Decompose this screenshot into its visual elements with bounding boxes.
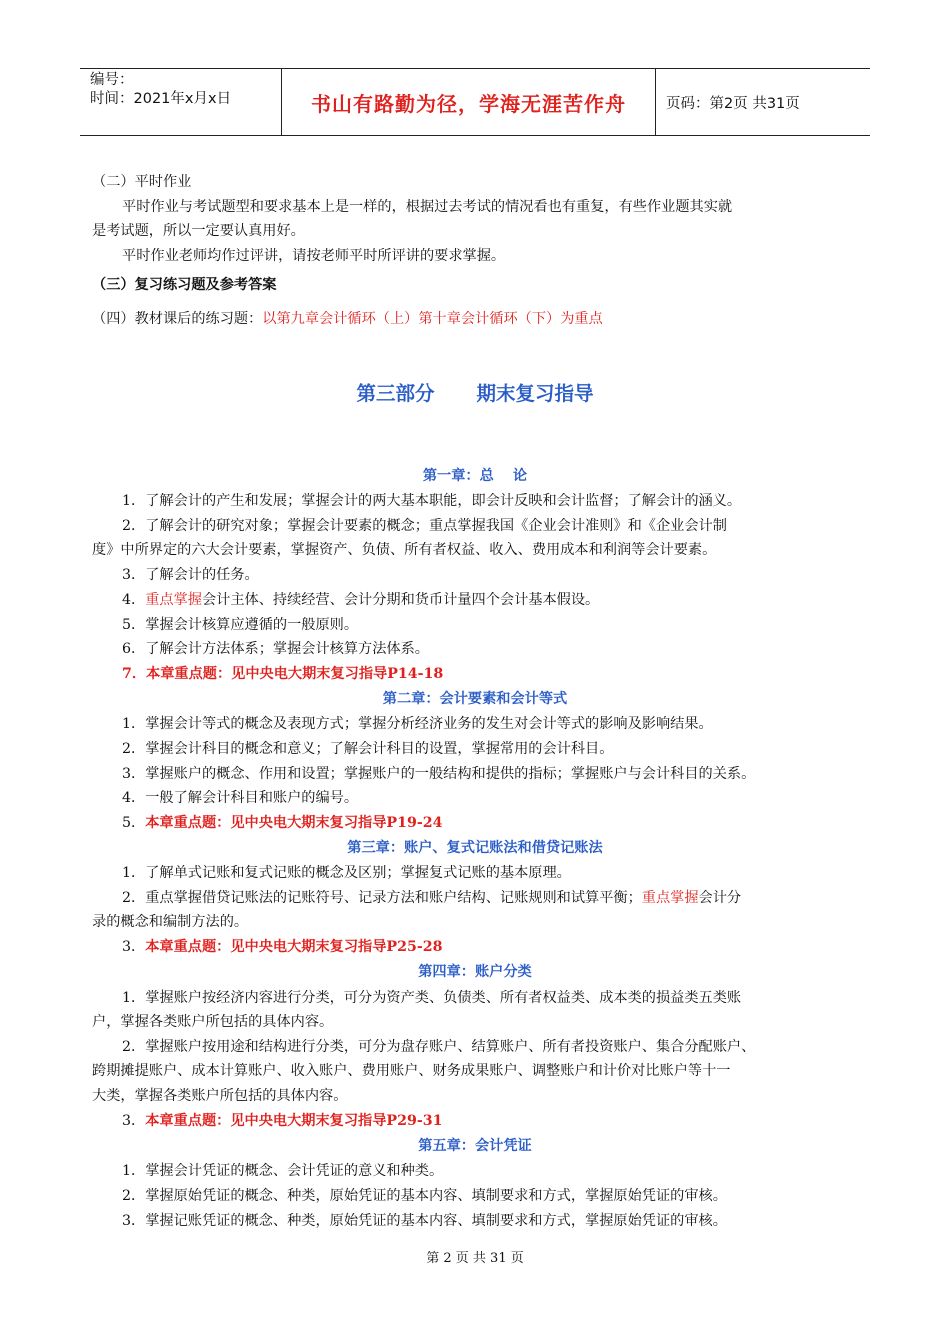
chapter-3-item-2-line1 (122, 889, 870, 907)
chapter-5-item-2: 2．掌握原始凭证的概念、种类，原始凭证的基本内容、填制要求和方式，掌握原始凭证的审核。 (122, 1188, 727, 1204)
chapter-2-item-4: 4．一般了解会计科目和账户的编号。 (122, 790, 359, 806)
chapter-4-item-2-line3: 大类，掌握各类账户所包括的具体内容。 (92, 1088, 348, 1104)
chapter-2-item-3: 3．掌握账户的概念、作用和设置；掌握账户的一般结构和提供的指标；掌握账户与会计科目的关系。 (122, 766, 756, 782)
section-2-title: （二）平时作业 (92, 174, 192, 190)
section-3-title: （三）复习练习题及参考答案 (92, 277, 277, 293)
part-3-subtitle: 期末复习指导 (476, 382, 594, 405)
chapter-3-item-2-line2: 录的概念和编制方法的。 (92, 914, 249, 930)
key-questions-text: 本章重点题：见中央电大期末复习指导P25-28 (145, 939, 443, 955)
doc-date-label: 时间：2021年x月x日 (90, 91, 232, 107)
chapter-1-item-4 (122, 591, 870, 609)
chapter-3-title: 第三章：账户、复式记账法和借贷记账法 (347, 840, 603, 856)
chapter-1-item-1: 1．了解会计的产生和发展；掌握会计的两大基本职能，即会计反映和会计监督；了解会计的涵义。 (122, 493, 742, 509)
header-page-info: 页码：第2页 共31页 (666, 95, 800, 112)
chapter-1-item-3: 3．了解会计的任务。 (122, 567, 259, 583)
item-number: 3． (122, 1113, 146, 1129)
doc-number-label: 编号： (90, 72, 134, 88)
chapter-5-item-3: 3．掌握记账凭证的概念、种类，原始凭证的基本内容、填制要求和方式，掌握原始凭证的审核。 (122, 1213, 727, 1229)
item-number: 4． (122, 592, 146, 608)
chapter-4-title: 第四章：账户分类 (418, 964, 532, 980)
item-number: 5． (122, 815, 146, 831)
chapter-5-title: 第五章：会计凭证 (418, 1138, 532, 1154)
chapter-1-item-2-line1: 2．了解会计的研究对象；掌握会计要素的概念；重点掌握我国《企业会计准则》和《企业会计制 (122, 518, 727, 534)
section-2-para2: 平时作业老师均作过评讲，请按老师平时所评讲的要求掌握。 (122, 248, 506, 264)
chapter-2-key-questions (122, 814, 870, 832)
emphasis-text: 重点掌握 (641, 890, 699, 906)
item-text: 2．重点掌握借贷记账法的记账符号、记录方法和账户结构、记账规则和试算平衡； (122, 890, 642, 906)
chapter-1-title: 第一章：总 论 (422, 468, 528, 484)
chapter-5-item-1: 1．掌握会计凭证的概念、会计凭证的意义和种类。 (122, 1163, 444, 1179)
key-questions-text: 本章重点题：见中央电大期末复习指导P29-31 (145, 1113, 443, 1129)
part-3-title (0, 378, 950, 406)
section-2-para1-line1: 平时作业与考试题型和要求基本上是一样的，根据过去考试的情况看也有重复，有些作业题其实就 (122, 199, 733, 215)
chapter-4-item-2-line1: 2．掌握账户按用途和结构进行分类，可分为盘存账户、结算账户、所有者投资账户、集合分配账户、 (122, 1039, 756, 1055)
item-number: 3． (122, 939, 146, 955)
item-text: 会计主体、持续经营、会计分期和货币计量四个会计基本假设。 (201, 592, 600, 608)
chapter-4-item-1-line1: 1．掌握账户按经济内容进行分类，可分为资产类、负债类、所有者权益类、成本类的损益类五类账 (122, 990, 742, 1006)
section-4-line (92, 310, 870, 328)
section-4-emphasis: 以第九章会计循环（上）第十章会计循环（下）为重点 (262, 311, 603, 327)
header-motto: 书山有路勤为径，学海无涯苦作舟 (282, 69, 656, 135)
chapter-3-item-1: 1．了解单式记账和复式记账的概念及区别；掌握复式记账的基本原理。 (122, 865, 571, 881)
key-questions-text: 本章重点题：见中央电大期末复习指导P19-24 (145, 815, 443, 831)
page-footer: 第 2 页 共 31 页 (426, 1251, 524, 1266)
part-3-label: 第三部分 (356, 382, 435, 405)
chapter-4-item-1-line2: 户，掌握各类账户所包括的具体内容。 (92, 1014, 334, 1030)
chapter-4-key-questions (122, 1112, 870, 1130)
chapter-1-item-5: 5．掌握会计核算应遵循的一般原则。 (122, 617, 359, 633)
chapter-3-key-questions (122, 938, 870, 956)
chapter-4-item-2-line2: 跨期摊提账户、成本计算账户、收入账户、费用账户、财务成果账户、调整账户和计价对比账户等十一 (92, 1063, 731, 1079)
emphasis-text: 重点掌握 (145, 592, 202, 608)
chapter-1-key-questions: 7．本章重点题：见中央电大期末复习指导P14-18 (122, 666, 444, 682)
chapter-2-item-1: 1．掌握会计等式的概念及表现方式；掌握分析经济业务的发生对会计等式的影响及影响结果。 (122, 716, 713, 732)
chapter-1-item-2-line2: 度》中所界定的六大会计要素，掌握资产、负债、所有者权益、收入、费用成本和利润等会计要素。 (92, 542, 717, 558)
page-header (80, 68, 870, 136)
section-2-para1-line2: 是考试题，所以一定要认真用好。 (92, 223, 305, 239)
item-text-tail: 会计分 (698, 890, 742, 906)
header-meta (80, 69, 282, 135)
chapter-2-title: 第二章：会计要素和会计等式 (382, 691, 568, 707)
section-4-prefix: （四）教材课后的练习题： (92, 311, 263, 327)
chapter-2-item-2: 2．掌握会计科目的概念和意义；了解会计科目的设置，掌握常用的会计科目。 (122, 741, 614, 757)
chapter-1-item-6: 6．了解会计方法体系；掌握会计核算方法体系。 (122, 641, 429, 657)
